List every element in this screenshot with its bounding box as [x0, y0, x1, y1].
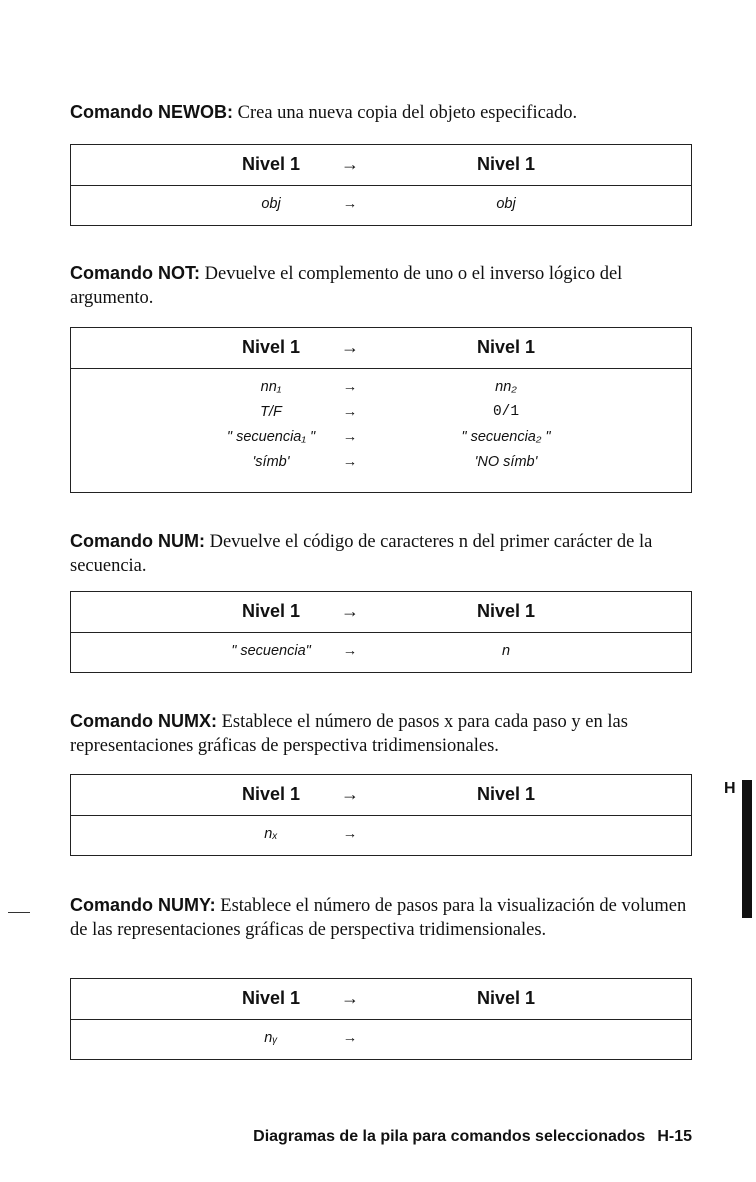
row-out: 0/1 [492, 404, 520, 420]
table-row [71, 400, 691, 425]
header-out: Nivel 1 [476, 337, 536, 357]
row-arrow: → [342, 196, 358, 212]
row-in: nᵧ [264, 1030, 278, 1046]
description-text: Establece el número de pasos para la visualización de volumen de las representaciones gráficas de perspectiva tridimensionales. [70, 896, 687, 940]
section-numx [70, 709, 694, 758]
page-footer [220, 1128, 692, 1146]
row-out: nn₂ [495, 379, 517, 395]
row-out: obj [496, 196, 516, 212]
description-text: Crea una nueva copia del objeto especificado. [237, 103, 578, 123]
stack-table-numy [70, 978, 692, 1060]
row-out: " secuencia₂ " [461, 429, 551, 445]
header-arrow: → [341, 601, 359, 621]
header-arrow: → [341, 154, 359, 174]
side-tab-bar [742, 780, 752, 918]
row-out: n [501, 643, 511, 659]
table-row [71, 1026, 691, 1051]
command-description [70, 100, 694, 125]
table-row [71, 639, 691, 664]
header-arrow: → [341, 337, 359, 357]
margin-rule [8, 912, 30, 913]
table-header [71, 145, 691, 186]
description-text: Devuelve el código de caracteres n del primer carácter de la secuencia. [70, 532, 653, 576]
header-in: Nivel 1 [241, 337, 301, 357]
command-name: Comando NUMY: [70, 895, 216, 915]
header-out: Nivel 1 [476, 154, 536, 174]
row-arrow: → [342, 429, 358, 445]
header-out: Nivel 1 [476, 601, 536, 621]
header-out: Nivel 1 [476, 988, 536, 1008]
table-row [71, 822, 691, 847]
row-in: nₓ [264, 826, 278, 842]
section-numy [70, 893, 694, 942]
table-header [71, 592, 691, 633]
command-name: Comando NEWOB: [70, 102, 233, 122]
row-in: " secuencia" [231, 643, 311, 659]
row-in: " secuencia₁ " [226, 429, 316, 445]
table-row [71, 450, 691, 475]
description-text: Establece el número de pasos x para cada paso y en las representaciones gráficas de perspectiva tridimensionales. [70, 712, 628, 756]
command-name: Comando NUMX: [70, 711, 217, 731]
header-in: Nivel 1 [241, 784, 301, 804]
header-in: Nivel 1 [241, 988, 301, 1008]
row-in: T/F [260, 404, 282, 420]
header-arrow: → [341, 784, 359, 804]
side-tab-label: H [724, 780, 736, 797]
stack-table-num [70, 591, 692, 673]
command-description [70, 709, 694, 758]
command-description [70, 261, 694, 310]
stack-table-numx [70, 774, 692, 856]
row-arrow: → [342, 379, 358, 395]
row-out: 'NO símb' [474, 454, 538, 470]
header-out: Nivel 1 [476, 784, 536, 804]
table-header [71, 328, 691, 369]
section-num [70, 529, 694, 578]
table-row [71, 425, 691, 450]
command-description [70, 529, 694, 578]
table-header [71, 775, 691, 816]
row-arrow: → [342, 1030, 358, 1046]
table-row [71, 375, 691, 400]
row-in: obj [261, 196, 281, 212]
header-in: Nivel 1 [241, 601, 301, 621]
header-arrow: → [341, 988, 359, 1008]
row-arrow: → [342, 826, 358, 842]
command-description [70, 893, 694, 942]
row-arrow: → [342, 643, 358, 659]
stack-table-newob [70, 144, 692, 226]
row-in: 'símb' [252, 454, 290, 470]
command-name: Comando NOT: [70, 263, 200, 283]
stack-table-not [70, 327, 692, 493]
footer-title: Diagramas de la pila para comandos seleccionados [253, 1128, 646, 1145]
section-not [70, 261, 694, 310]
section-newob [70, 100, 694, 125]
row-in: nn₁ [260, 379, 282, 395]
row-arrow: → [342, 404, 358, 420]
table-header [71, 979, 691, 1020]
row-arrow: → [342, 454, 358, 470]
header-in: Nivel 1 [241, 154, 301, 174]
page-number: H-15 [657, 1128, 692, 1145]
table-row [71, 192, 691, 217]
command-name: Comando NUM: [70, 531, 205, 551]
description-text: Devuelve el complemento de uno o el inverso lógico del argumento. [70, 264, 623, 308]
